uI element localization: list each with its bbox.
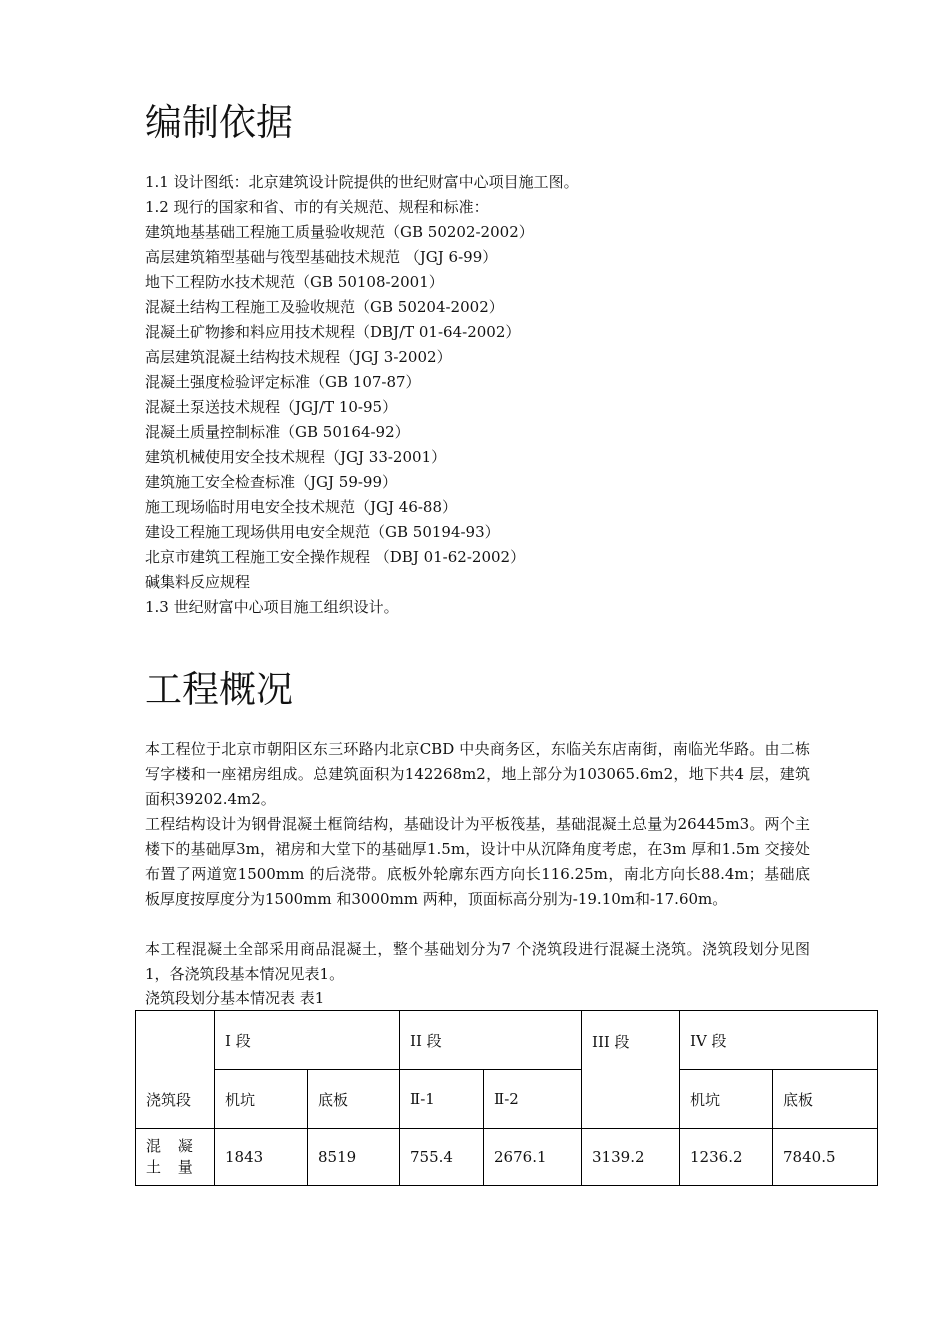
section-title-overview: 工程概况	[145, 668, 293, 711]
list-item: 1.2 现行的国家和省、市的有关规范、规程和标准：	[145, 198, 489, 216]
subheader-I-pit: 机坑	[215, 1070, 308, 1129]
list-item: 1.3 世纪财富中心项目施工组织设计。	[145, 598, 399, 616]
overview-paragraph-2: 工程结构设计为钢骨混凝土框筒结构，基础设计为平板筏基，基础混凝土总量为26445m3。两个主楼下的基础厚3m，裙房和大堂下的基础厚1.5m，设计中从沉降角度考虑，在3m 厚和1.5m 交接处布置了两道宽1500mm 的后浇带。底板外轮廓东西方向长116.25m，南北方向长88.4m；基础底板厚度按厚度分为1500mm 和3000mm 两种，顶面标高分别为-19.10m和-17.60m。	[145, 815, 810, 908]
row-header-pour-section: 浇筑段	[136, 1011, 215, 1129]
basis-list	[145, 170, 579, 620]
list-item: 施工现场临时用电安全技术规范（JGJ 46-88）	[145, 498, 458, 516]
section-title-basis: 编制依据	[145, 101, 293, 144]
subheader-IV-pit: 机坑	[680, 1070, 773, 1129]
overview-paragraph-1: 本工程位于北京市朝阳区东三环路内北京CBD 中央商务区，东临关东店南街，南临光华路。由二栋写字楼和一座裙房组成。总建筑面积为142268m2，地上部分为103065.6m2，地下共4 层，建筑面积39202.4m2。	[145, 740, 810, 808]
group-header-III: III 段	[582, 1011, 680, 1129]
list-item: 建设工程施工现场供用电安全规范（GB 50194-93）	[145, 523, 500, 541]
list-item: 高层建筑混凝土结构技术规程（JGJ 3-2002）	[145, 348, 452, 366]
table-row	[136, 1070, 878, 1129]
table-cell: 7840.5	[773, 1129, 878, 1186]
table-cell: 1843	[215, 1129, 308, 1186]
table-cell: 1236.2	[680, 1129, 773, 1186]
table-cell: 755.4	[400, 1129, 484, 1186]
row-header-concrete-volume: 混 凝 土 量	[136, 1129, 215, 1186]
list-item: 混凝土强度检验评定标准（GB 107-87）	[145, 373, 421, 391]
subheader-I-slab: 底板	[308, 1070, 400, 1129]
table-row	[136, 1011, 878, 1070]
list-item: 建筑地基基础工程施工质量验收规范（GB 50202-2002）	[145, 223, 534, 241]
list-item: 地下工程防水技术规范（GB 50108-2001）	[145, 273, 444, 291]
table-row	[136, 1129, 878, 1186]
overview-paragraph-3: 本工程混凝土全部采用商品混凝土，整个基础划分为7 个浇筑段进行混凝土浇筑。浇筑段划分见图1，各浇筑段基本情况见表1。	[145, 940, 810, 983]
list-item: 碱集料反应规程	[145, 573, 251, 591]
subheader-II-1: Ⅱ-1	[400, 1070, 484, 1129]
list-item: 1.1 设计图纸：北京建筑设计院提供的世纪财富中心项目施工图。	[145, 173, 579, 191]
group-header-II: II 段	[400, 1011, 582, 1070]
table-cell: 2676.1	[484, 1129, 582, 1186]
table-caption: 浇筑段划分基本情况表 表1	[145, 989, 325, 1007]
group-header-I: I 段	[215, 1011, 400, 1070]
subheader-IV-slab: 底板	[773, 1070, 878, 1129]
list-item: 高层建筑箱型基础与筏型基础技术规范 （JGJ 6-99）	[145, 248, 498, 266]
list-item: 混凝土结构工程施工及验收规范（GB 50204-2002）	[145, 298, 504, 316]
subheader-II-2: Ⅱ-2	[484, 1070, 582, 1129]
list-item: 建筑机械使用安全技术规程（JGJ 33-2001）	[145, 448, 447, 466]
group-header-IV: IV 段	[680, 1011, 878, 1070]
list-item: 混凝土矿物掺和料应用技术规程（DBJ/T 01-64-2002）	[145, 323, 521, 341]
list-item: 北京市建筑工程施工安全操作规程 （DBJ 01-62-2002）	[145, 548, 526, 566]
pour-section-table	[135, 1010, 878, 1186]
table-cell: 3139.2	[582, 1129, 680, 1186]
table-cell: 8519	[308, 1129, 400, 1186]
list-item: 建筑施工安全检查标准（JGJ 59-99）	[145, 473, 398, 491]
list-item: 混凝土泵送技术规程（JGJ/T 10-95）	[145, 398, 398, 416]
list-item: 混凝土质量控制标准（GB 50164-92）	[145, 423, 410, 441]
